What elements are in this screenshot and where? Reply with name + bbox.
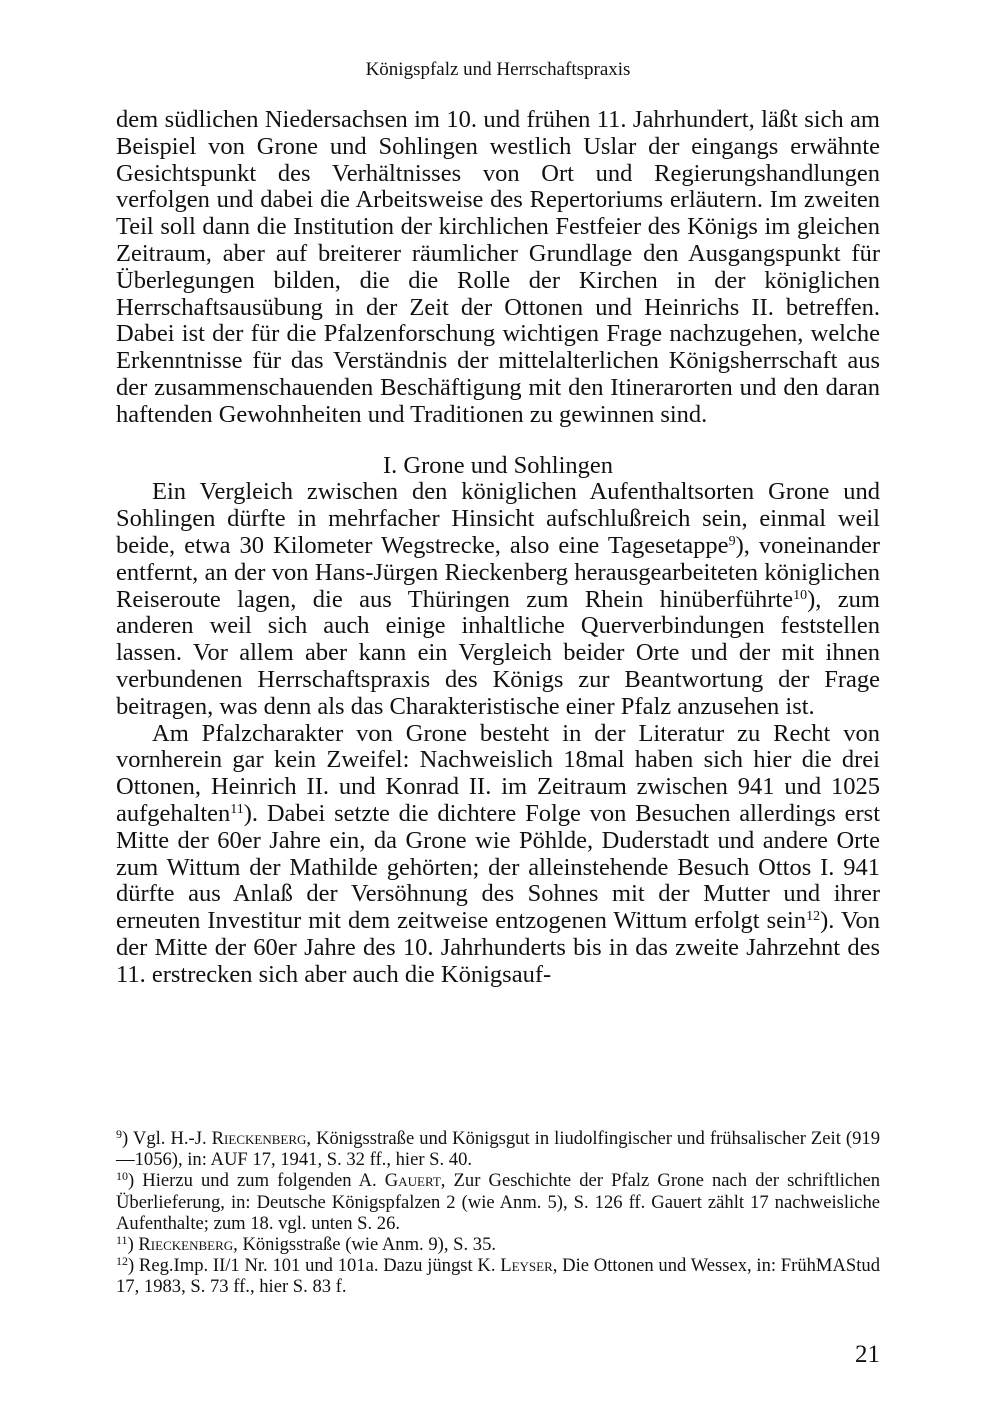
text-run: , Zur Geschichte der Pfalz Grone nach der schriftlichen Überlieferung, in: Deutsche Königspfalzen 2 (wie Anm. 5), S. 126 ff. Gauert zählt 17 nachweisliche Aufenthalte; zum 18. vgl. unten S. 26. (116, 1170, 880, 1234)
author-name: Leyser (500, 1255, 553, 1277)
footnote (116, 1255, 880, 1297)
section-heading: I. Grone und Sohlingen (383, 451, 613, 479)
text-run: , Königsstraße und Königsgut in liudolfingischer und frühsalischer Zeit (919—1056), in: AUF 17, 1941, S. 32 ff., hier S. 40. (116, 1128, 880, 1171)
paragraph (116, 721, 880, 989)
text-run: ), voneinander entfernt, an der von Hans-Jürgen Rieckenberg herausgearbeiteten königlichen Reiseroute lagen, die aus Thüringen zum Rhein hinüberführte (116, 531, 880, 613)
paragraph (116, 479, 880, 720)
body-text (116, 107, 880, 989)
footnote-reference: 11 (116, 1233, 128, 1248)
text-run: Am Pfalzcharakter von Grone besteht in der Literatur zu Recht von vornherein gar kein Zweifel: Nachweislich 18mal haben sich hier die drei Ottonen, Heinrich II. und Konrad II. im Zeitraum zwischen 941 und 1025 aufgehalten (116, 719, 880, 827)
author-name: Gauert (384, 1170, 441, 1192)
footnote-reference: 10 (116, 1169, 128, 1184)
footnote-reference: 12 (806, 909, 821, 925)
footnotes (116, 1128, 880, 1298)
footnote (116, 1234, 880, 1255)
intro-paragraphs (116, 107, 880, 429)
text-run: ) Vgl. H.-J. (122, 1128, 212, 1149)
section-paragraphs (116, 479, 880, 988)
text-run: Ein Vergleich zwischen den königlichen Aufenthaltsorten Grone und Sohlingen dürfte in mehrfacher Hinsicht aufschlußreich sein, einmal weil beide, etwa 30 Kilometer Wegstrecke, also eine Tagesetappe (116, 478, 880, 559)
text-run: dem südlichen Niedersachsen im 10. und frühen 11. Jahrhundert, läßt sich am Beispiel von Grone und Sohlingen westlich Uslar der eingangs erwähnte Gesichtspunkt des Verhältnisses von Ort und Regierungshandlungen verfolgen und dabei die Arbeitsweise des Repertoriums erläutern. Im zweiten Teil soll dann die Institution der kirchlichen Festfeier des Königs im gleichen Zeitraum, aber auf breiterer räumlicher Grundlage den Ausgangspunkt für Überlegungen bilden, die die Rolle der Kirchen in der königlichen Herrschaftsausübung in der Zeit der Ottonen und Heinrichs II. betreffen. Dabei ist der für die Pfalzenforschung wichtigen Frage nachzugehen, welche Erkenntnisse für das Verständnis der mittelalterlichen Königsherrschaft aus der zusammenschauenden Beschäftigung mit den Itinerarorten und den daran haftenden Gewohnheiten und Traditionen zu gewinnen sind. (116, 106, 880, 428)
page-number: 21 (855, 1341, 880, 1368)
text-run: , Die Ottonen und Wessex, in: FrühMAStud 17, 1983, S. 73 ff., hier S. 83 f. (116, 1255, 880, 1298)
text-run: ) Hierzu und zum folgenden A. (128, 1170, 385, 1192)
footnote-reference: 12 (116, 1254, 128, 1269)
text-run: ) Reg.Imp. II/1 Nr. 101 und 101a. Dazu jüngst K. (128, 1255, 501, 1277)
footnote-reference: 10 (793, 587, 808, 603)
footnote (116, 1170, 880, 1234)
footnote-reference: 9 (728, 533, 736, 549)
footnote-reference: 9 (116, 1127, 122, 1141)
author-name: Rieckenberg (211, 1128, 307, 1149)
author-name: Rieckenberg (138, 1234, 234, 1256)
text-run: ), zum anderen weil sich auch einige inhaltliche Querverbindungen feststellen lassen. Vor allem aber kann ein Vergleich beider Orte und der mit ihnen verbundenen Herrschaftspraxis des Königs zur Beantwortung der Frage beitragen, was denn als das Charakteristische einer Pfalz anzusehen ist. (116, 585, 880, 720)
running-head: Königspfalz und Herrschaftspraxis (365, 59, 631, 80)
footnote-reference: 11 (230, 801, 244, 817)
paragraph (116, 107, 880, 429)
text-run: , Königsstraße (wie Anm. 9), S. 35. (233, 1234, 497, 1256)
text-run: ) (127, 1234, 139, 1256)
text-run: ). Von der Mitte der 60er Jahre des 10. Jahrhunderts bis in das zweite Jahrzehnt des 11. erstrecken sich aber auch die Königsauf- (116, 907, 880, 988)
footnote (116, 1128, 880, 1170)
text-run: ). Dabei setzte die dichtere Folge von Besuchen allerdings erst Mitte der 60er Jahre ein, da Grone wie Pöhlde, Duderstadt und andere Orte zum Wittum der Mathilde gehörten; der alleinstehende Besuch Ottos I. 941 dürfte aus Anlaß der Versöhnung des Sohnes mit der Mutter und ihrer erneuten Investitur mit dem zeitweise entzogenen Wittum erfolgt sein (116, 799, 880, 935)
